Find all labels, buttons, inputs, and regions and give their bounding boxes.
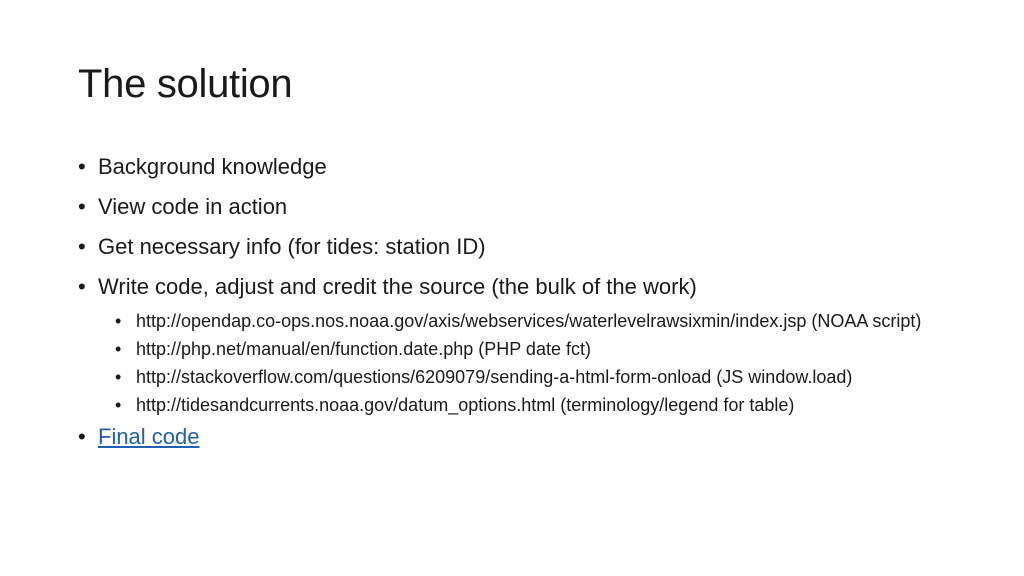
- bullet-item-write-code: [78, 273, 938, 301]
- bullet-dot-icon: •: [115, 339, 122, 359]
- bullet-dot-icon: •: [78, 424, 86, 449]
- slide-body: [78, 153, 938, 463]
- sub-bullet-text: http://php.net/manual/en/function.date.php (PHP date fct): [136, 339, 591, 359]
- bullet-item-final-code: [78, 423, 938, 451]
- sub-bullet-item: [115, 365, 938, 389]
- bullet-text: Background knowledge: [98, 154, 327, 179]
- slide-title: The solution: [78, 62, 293, 106]
- bullet-text: Write code, adjust and credit the source (the bulk of the work): [98, 274, 697, 299]
- sub-bullet-text: http://opendap.co-ops.nos.noaa.gov/axis/webservices/waterlevelrawsixmin/index.jsp (NOAA script): [136, 311, 922, 331]
- final-code-link[interactable]: Final code: [98, 424, 200, 449]
- sub-bullet-text: http://tidesandcurrents.noaa.gov/datum_options.html (terminology/legend for table): [136, 395, 795, 415]
- bullet-item-background-knowledge: [78, 153, 938, 181]
- bullet-dot-icon: •: [78, 274, 86, 299]
- bullet-dot-icon: •: [78, 194, 86, 219]
- bullet-dot-icon: •: [115, 395, 122, 415]
- bullet-dot-icon: •: [78, 234, 86, 259]
- sub-bullet-text: http://stackoverflow.com/questions/6209079/sending-a-html-form-onload (JS window.load): [136, 367, 853, 387]
- sub-bullet-item: [115, 337, 938, 361]
- sub-bullet-item: [115, 393, 938, 417]
- sub-bullet-item: [115, 309, 938, 333]
- bullet-item-get-info: [78, 233, 938, 261]
- bullet-text: View code in action: [98, 194, 288, 219]
- bullet-dot-icon: •: [78, 154, 86, 179]
- bullet-item-view-code: [78, 193, 938, 221]
- bullet-dot-icon: •: [115, 311, 122, 331]
- sub-bullet-list: [115, 309, 938, 417]
- bullet-dot-icon: •: [115, 367, 122, 387]
- bullet-text: Get necessary info (for tides: station ID): [98, 234, 486, 259]
